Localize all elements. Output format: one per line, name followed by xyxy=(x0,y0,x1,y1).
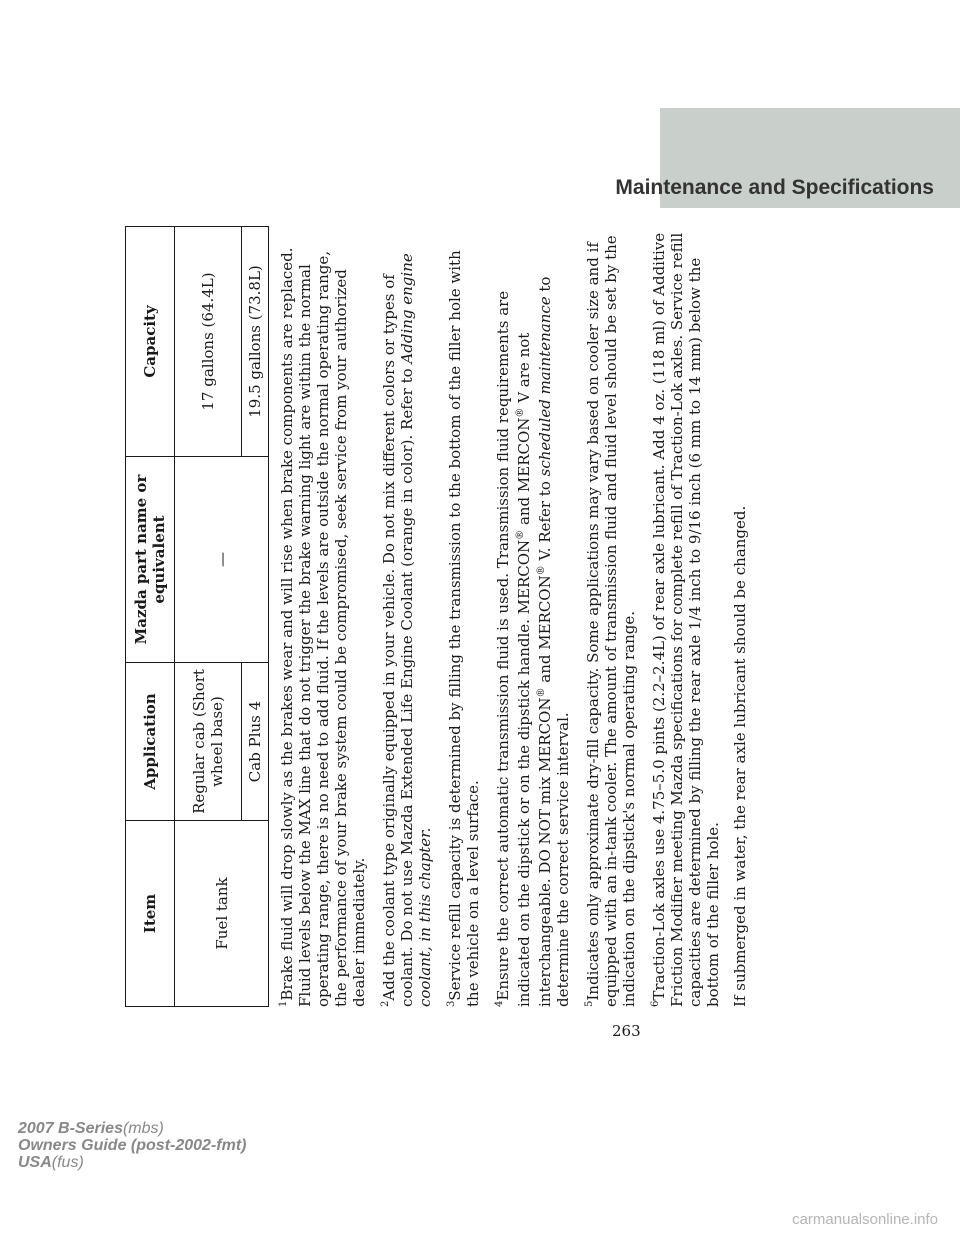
footer-market: USA xyxy=(18,1154,52,1171)
footnote-3 xyxy=(443,227,482,1007)
registered-mark: ® xyxy=(536,687,547,698)
document-footer xyxy=(18,1120,246,1171)
closing-note: If submerged in water, the rear axle lubricant should be changed. xyxy=(731,505,749,1007)
cell-item: Fuel tank xyxy=(175,821,269,1007)
cell-capacity: 17 gallons (64.4L) xyxy=(175,227,242,457)
registered-mark: ® xyxy=(515,407,526,418)
cross-reference-separator: , xyxy=(416,941,434,952)
footer-model-code: (mbs) xyxy=(122,1120,164,1137)
cell-capacity: 19.5 gallons (73.8L) xyxy=(242,227,269,457)
footnote-number: 3 xyxy=(446,1000,457,1007)
footer-line-market xyxy=(18,1154,246,1171)
footnote-1 xyxy=(275,227,368,1007)
cell-application: Cab Plus 4 xyxy=(242,663,269,821)
footnote-text: and MERCON xyxy=(515,417,533,530)
rotated-content xyxy=(125,227,749,1007)
header-item: Item xyxy=(126,821,175,1007)
footnote-text: to determine the correct service interval. xyxy=(536,276,572,1007)
footnote-text: Add the coolant type originally equipped in your vehicle. Do not mix different colors or types of coolant. Do not use Mazda Extended Life Engine Coolant (orange in color). Refer to xyxy=(380,274,416,1007)
footnote-4 xyxy=(491,227,572,1007)
footnote-text: V. Refer to xyxy=(536,476,554,566)
footnote-6 xyxy=(647,227,722,1007)
footnote-5 xyxy=(581,227,638,1007)
footnotes xyxy=(275,227,749,1007)
footer-line-model xyxy=(18,1120,246,1137)
header-part-name: Mazda part name or equivalent xyxy=(126,457,175,663)
footnote-text: Indicates only approximate dry-fill capacity. Some applications may vary based on cooler size and if equipped with an in-tank cooler. The amount of transmission fluid and fluid level should be set by the indication on the dipstick's normal operating range. xyxy=(584,235,638,1007)
footnote-text: Service refill capacity is determined by filling the transmission to the bottom of the filler hole with the vehicle on a level surface. xyxy=(446,250,482,1007)
footnote-number: 5 xyxy=(584,1000,595,1007)
cell-part-name: — xyxy=(175,457,269,663)
table-header-row xyxy=(126,227,175,1007)
cross-reference-chapter: in this chapter. xyxy=(416,827,434,942)
footnote-text: and MERCON xyxy=(536,575,554,688)
cross-reference: scheduled maintenance xyxy=(536,296,554,477)
registered-mark: ® xyxy=(515,529,526,540)
footer-market-code: (fus) xyxy=(51,1154,84,1171)
capacity-table xyxy=(125,226,269,1007)
header-application: Application xyxy=(126,663,175,821)
footnote-2 xyxy=(377,227,434,1007)
watermark: carmanualsonline.info xyxy=(792,1211,938,1228)
table-row xyxy=(175,227,242,1007)
footnote-number: 6 xyxy=(650,1000,661,1007)
cell-application: Regular cab (Short wheel base) xyxy=(175,663,242,821)
footnote-text: V are not interchangeable. DO NOT mix MERCON xyxy=(515,332,554,1007)
footer-model: 2007 B-Series xyxy=(18,1120,123,1137)
footnote-text: Traction-Lok axles use 4.75–5.0 pints (2.2–2.4L) of rear axle lubricant. Add 4 oz. (118 ml) of Additive Friction Modifier meeting Mazda specifications for complete refill of Traction-Lok axles. Service refill capacities are determined by filling the rear axle 1/4 inch to 9/16 inch (6 mm to 14 mm) below the bottom of the filler hole. xyxy=(650,232,722,1007)
footnote-text: Brake fluid will drop slowly as the brakes wear and will rise when brake components are replaced. Fluid levels below the MAX line that do not trigger the brake warning light are within the normal operating range, there is no need to add fluid. If the levels are outside the normal operating range, the performance of your brake system could be compromised, seek service from your authorized dealer immediately. xyxy=(278,247,368,1007)
registered-mark: ® xyxy=(536,565,547,576)
cross-reference: Adding engine coolant xyxy=(398,253,434,1007)
footnote-number: 1 xyxy=(278,1000,289,1007)
footer-line-guide: Owners Guide (post-2002-fmt) xyxy=(18,1137,247,1154)
footnote-text: Ensure the correct automatic transmission fluid is used. Transmission fluid requirements are indicated on the dipstick or on the dipstick handle. MERCON xyxy=(494,290,533,1007)
page-number: 263 xyxy=(612,1022,641,1040)
section-title: Maintenance and Specifications xyxy=(615,176,934,199)
header-capacity: Capacity xyxy=(126,227,175,457)
footnote-number: 4 xyxy=(494,1000,505,1007)
footnote-number: 2 xyxy=(380,1000,391,1007)
